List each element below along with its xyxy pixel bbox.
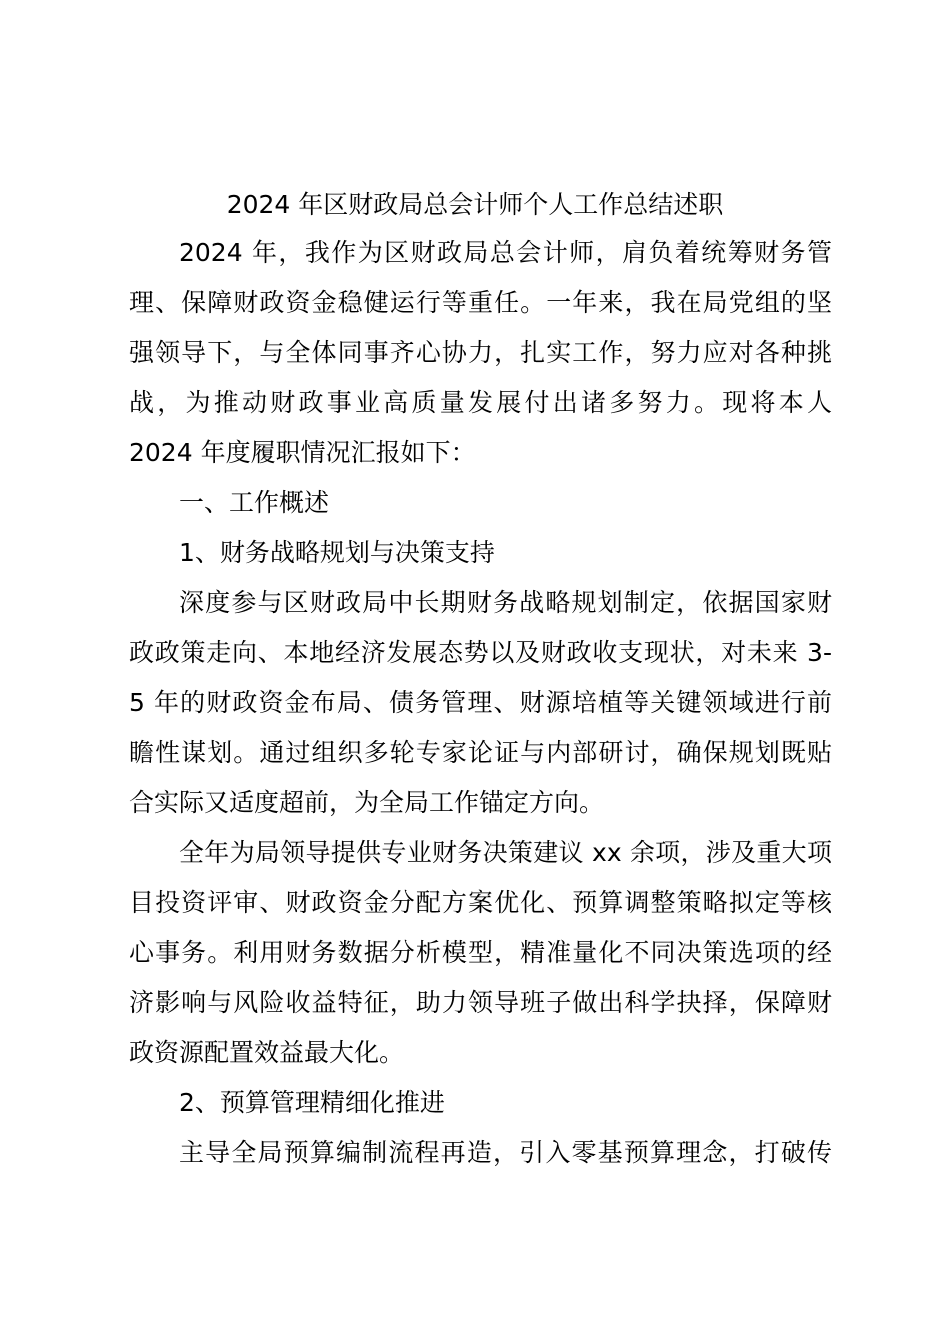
paragraph-line: 心事务。利用财务数据分析模型，精准量化不同决策选项的经 [129, 938, 832, 967]
paragraph-line: 强领导下，与全体同事齐心协力，扎实工作，努力应对各种挑 [129, 338, 832, 367]
paragraph-line: 政资源配置效益最大化。 [129, 1038, 405, 1067]
paragraph-line: 政政策走向、本地经济发展态势以及财政收支现状，对未来 3- [129, 638, 832, 667]
section-heading: 一、工作概述 [179, 488, 330, 517]
paragraph-line: 瞻性谋划。通过组织多轮专家论证与内部研讨，确保规划既贴 [129, 738, 832, 767]
paragraph-line: 济影响与风险收益特征，助力领导班子做出科学抉择，保障财 [129, 988, 832, 1017]
paragraph-line: 合实际又适度超前，为全局工作锚定方向。 [129, 788, 605, 817]
paragraph-line: 5 年的财政资金布局、债务管理、财源培植等关键领域进行前 [129, 688, 832, 717]
paragraph-line: 主导全局预算编制流程再造，引入零基预算理念，打破传 [179, 1138, 832, 1167]
paragraph-line: 战，为推动财政事业高质量发展付出诸多努力。现将本人 [129, 388, 832, 417]
document-title: 2024 年区财政局总会计师个人工作总结述职 [226, 190, 724, 219]
paragraph-line: 目投资评审、财政资金分配方案优化、预算调整策略拟定等核 [129, 888, 832, 917]
paragraph-line: 2024 年度履职情况汇报如下： [129, 438, 476, 467]
paragraph-line: 理、保障财政资金稳健运行等重任。一年来，我在局党组的坚 [129, 288, 832, 317]
paragraph-line: 全年为局领导提供专业财务决策建议 xx 余项，涉及重大项 [179, 838, 832, 867]
subsection-heading: 2、预算管理精细化推进 [179, 1088, 445, 1117]
subsection-heading: 1、财务战略规划与决策支持 [179, 538, 495, 567]
paragraph-line: 2024 年，我作为区财政局总会计师，肩负着统筹财务管 [179, 238, 832, 267]
paragraph-line: 深度参与区财政局中长期财务战略规划制定，依据国家财 [179, 588, 832, 617]
